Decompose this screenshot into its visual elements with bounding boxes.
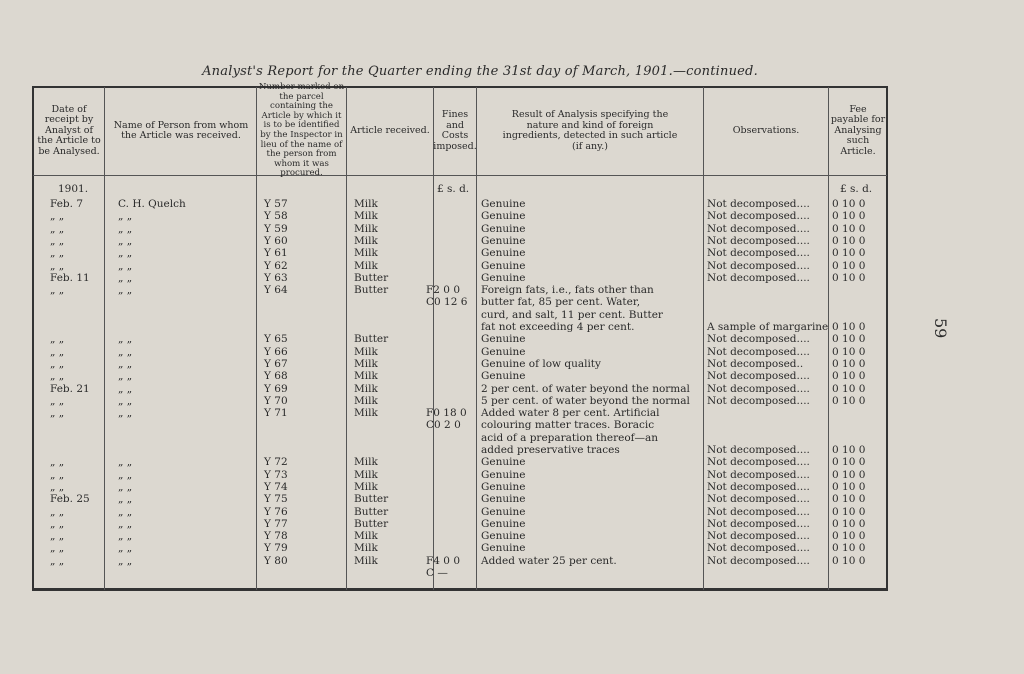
date-cell: „ „ [50,357,65,370]
parcel-number-cell: Y 66 [264,345,288,358]
result-cell-continued: fat not exceeding 4 per cent. [481,321,635,333]
fee-cell: 0 10 0 [832,542,866,555]
article-cell: Milk [354,234,378,247]
result-cell: Genuine [481,234,526,247]
fee-cell: 0 10 0 [832,444,866,456]
name-cell: „ „ [118,247,133,260]
costs-cell: C0 12 6 [426,296,468,309]
result-cell: Genuine of low quality [481,357,601,370]
observation-cell: Not decomposed.... [707,530,810,543]
name-cell: „ „ [118,505,133,518]
fines-cell: F0 18 0 [426,407,467,420]
date-cell: Feb. 7 [50,198,84,210]
header-number: Number marked on the parcel containing the Article by which it is to be identified by the Inspector in lieu of the name of the person from whom it was procured. [258,82,345,179]
observation-cell: Not decomposed.... [707,259,810,272]
name-cell: „ „ [118,333,133,346]
date-cell: „ „ [50,222,65,235]
date-cell: „ „ [50,468,65,481]
parcel-number-cell: Y 77 [264,517,288,530]
header-fines: Fines and Costs imposed. [433,109,477,152]
result-cell: Genuine [481,210,526,223]
observation-cell: Not decomposed.... [707,444,810,456]
name-cell: „ „ [118,542,133,555]
result-cell: Genuine [481,222,526,235]
page-number: 59 [931,318,950,339]
date-cell: „ „ [50,284,65,297]
fee-cell: 0 10 0 [832,517,866,530]
name-cell: „ „ [118,468,133,481]
result-cell: Genuine [481,542,526,555]
parcel-number-cell: Y 73 [264,468,288,481]
observation-cell: Not decomposed.... [707,345,810,358]
article-cell: Milk [354,210,378,223]
header-result: Result of Analysis specifying the nature and kind of foreign ingredients, detected in such article (if any.) [502,109,678,152]
fee-cell: 0 10 0 [832,247,866,260]
fee-cell: 0 10 0 [832,468,866,481]
costs-cell: C — [426,567,448,579]
article-cell: Milk [354,382,378,395]
fee-cell: 0 10 0 [832,333,866,346]
parcel-number-cell: Y 72 [264,456,288,469]
parcel-number-cell: Y 58 [264,210,288,223]
article-cell: Milk [354,542,378,555]
observation-cell: Not decomposed.... [707,394,810,407]
date-cell: „ „ [50,370,65,383]
costs-cell: C0 2 0 [426,419,461,432]
fee-cell: 0 10 0 [832,480,866,493]
result-cell: Genuine [481,370,526,383]
date-cell: „ „ [50,259,65,272]
fee-cell: 0 10 0 [832,321,866,333]
result-cell-continued: acid of a preparation thereof—an [481,431,659,444]
parcel-number-cell: Y 71 [264,407,288,420]
date-cell: „ „ [50,505,65,518]
result-cell: Genuine [481,198,526,210]
result-cell: Genuine [481,271,526,284]
result-cell: 2 per cent. of water beyond the normal [481,382,690,395]
column-divider [256,87,257,590]
date-cell: „ „ [50,394,65,407]
article-cell: Butter [354,333,389,346]
article-cell: Milk [354,222,378,235]
parcel-number-cell: Y 62 [264,259,288,272]
parcel-number-cell: Y 68 [264,370,288,383]
date-cell: Feb. 11 [50,271,90,284]
result-cell: Genuine [481,333,526,346]
name-cell: „ „ [118,234,133,247]
fee-unit-label: £ s. d. [840,183,873,195]
date-cell: „ „ [50,542,65,555]
date-cell: „ „ [50,456,65,469]
result-cell: Genuine [481,345,526,358]
page-title: Analyst's Report for the Quarter ending the 31st day of March, 1901.—continued. [202,64,758,79]
article-cell: Milk [354,456,378,469]
parcel-number-cell: Y 74 [264,480,288,493]
result-cell-continued: butter fat, 85 per cent. Water, [481,296,641,309]
observation-cell: Not decomposed.... [707,517,810,530]
parcel-number-cell: Y 64 [264,284,288,297]
article-cell: Milk [354,345,378,358]
fee-cell: 0 10 0 [832,382,866,395]
result-cell: Genuine [481,456,526,469]
header-name: Name of Person from whom the Article was received. [113,119,249,141]
parcel-number-cell: Y 63 [264,271,288,284]
article-cell: Milk [354,407,378,420]
fee-cell: 0 10 0 [832,271,866,284]
result-cell-continued: colouring matter traces. Boracic [481,419,655,432]
column-divider [703,87,704,590]
fee-cell: 0 10 0 [832,357,866,370]
observation-cell: Not decomposed.... [707,480,810,493]
fee-cell: 0 10 0 [832,198,866,210]
parcel-number-cell: Y 76 [264,505,288,518]
result-cell: Genuine [481,247,526,260]
date-cell: Feb. 25 [50,493,90,506]
parcel-number-cell: Y 61 [264,247,288,260]
observation-cell: Not decomposed.... [707,210,810,223]
result-cell: 5 per cent. of water beyond the normal [481,394,690,407]
observation-cell: Not decomposed.... [707,222,810,235]
name-cell: C. H. Quelch [118,198,186,210]
article-cell: Milk [354,530,378,543]
fines-unit-label: £ s. d. [437,183,470,195]
parcel-number-cell: Y 75 [264,493,288,506]
article-cell: Butter [354,517,389,530]
fee-cell: 0 10 0 [832,554,866,567]
article-cell: Milk [354,480,378,493]
name-cell: „ „ [118,210,133,223]
article-cell: Milk [354,394,378,407]
fee-cell: 0 10 0 [832,210,866,223]
name-cell: „ „ [118,517,133,530]
article-cell: Milk [354,357,378,370]
name-cell: „ „ [118,345,133,358]
observation-cell: Not decomposed.... [707,468,810,481]
result-cell: Foreign fats, i.e., fats other than [481,284,654,297]
result-cell: Genuine [481,505,526,518]
column-divider [346,87,347,590]
fee-cell: 0 10 0 [832,259,866,272]
date-cell: „ „ [50,247,65,260]
parcel-number-cell: Y 59 [264,222,288,235]
date-cell: „ „ [50,407,65,420]
name-cell: „ „ [118,480,133,493]
parcel-number-cell: Y 78 [264,530,288,543]
header-observations: Observations. [732,124,800,136]
result-cell: Added water 8 per cent. Artificial [481,407,660,420]
fee-cell: 0 10 0 [832,530,866,543]
fee-cell: 0 10 0 [832,394,866,407]
date-cell: „ „ [50,210,65,223]
date-cell: „ „ [50,234,65,247]
observation-cell: A sample of margarine [707,321,829,333]
fee-cell: 0 10 0 [832,370,866,383]
date-cell: „ „ [50,554,65,567]
date-cell: Feb. 21 [50,382,90,395]
column-divider [476,87,477,590]
fee-cell: 0 10 0 [832,505,866,518]
result-cell-continued: curd, and salt, 11 per cent. Butter [481,308,663,321]
name-cell: „ „ [118,357,133,370]
observation-cell: Not decomposed.. [707,357,804,370]
parcel-number-cell: Y 67 [264,357,288,370]
fines-cell: F4 0 0 [426,554,461,567]
date-cell: „ „ [50,530,65,543]
name-cell: „ „ [118,554,133,567]
observation-cell: Not decomposed.... [707,247,810,260]
result-cell: Genuine [481,480,526,493]
result-cell: Genuine [481,468,526,481]
fee-cell: 0 10 0 [832,493,866,506]
observation-cell: Not decomposed.... [707,505,810,518]
name-cell: „ „ [118,222,133,235]
date-cell: „ „ [50,333,65,346]
fee-cell: 0 10 0 [832,222,866,235]
article-cell: Milk [354,259,378,272]
observation-cell: Not decomposed.... [707,198,810,210]
result-cell: Genuine [481,517,526,530]
result-cell: Genuine [481,493,526,506]
parcel-number-cell: Y 60 [264,234,288,247]
fee-cell: 0 10 0 [832,456,866,469]
observation-cell: Not decomposed.... [707,493,810,506]
name-cell: „ „ [118,407,133,420]
article-cell: Milk [354,198,378,210]
name-cell: „ „ [118,271,133,284]
observation-cell: Not decomposed.... [707,554,810,567]
result-cell: Genuine [481,259,526,272]
fee-cell: 0 10 0 [832,345,866,358]
observation-cell: Not decomposed.... [707,382,810,395]
parcel-number-cell: Y 80 [264,554,288,567]
parcel-number-cell: Y 69 [264,382,288,395]
name-cell: „ „ [118,493,133,506]
header-article: Article received. [350,124,430,136]
observation-cell: Not decomposed.... [707,370,810,383]
header-date: Date of receipt by Analyst of the Article to be Analysed. [37,103,101,157]
parcel-number-cell: Y 70 [264,394,288,407]
parcel-number-cell: Y 79 [264,542,288,555]
fines-cell: F2 0 0 [426,284,461,297]
article-cell: Milk [354,370,378,383]
result-cell: Genuine [481,530,526,543]
name-cell: „ „ [118,456,133,469]
article-cell: Butter [354,271,389,284]
observation-cell: Not decomposed.... [707,542,810,555]
date-cell: „ „ [50,345,65,358]
article-cell: Milk [354,554,378,567]
date-cell: „ „ [50,480,65,493]
header-fee: Fee payable for Analysing such Article. [830,103,886,157]
observation-cell: Not decomposed.... [707,234,810,247]
parcel-number-cell: Y 57 [264,198,288,210]
name-cell: „ „ [118,530,133,543]
observation-cell: Not decomposed.... [707,271,810,284]
date-cell: „ „ [50,517,65,530]
article-cell: Butter [354,493,389,506]
result-cell: Added water 25 per cent. [481,554,617,567]
result-cell-continued: added preservative traces [481,444,620,456]
article-cell: Milk [354,468,378,481]
parcel-number-cell: Y 65 [264,333,288,346]
observation-cell: Not decomposed.... [707,333,810,346]
name-cell: „ „ [118,370,133,383]
fee-cell: 0 10 0 [832,234,866,247]
observation-cell: Not decomposed.... [707,456,810,469]
name-cell: „ „ [118,284,133,297]
name-cell: „ „ [118,382,133,395]
name-cell: „ „ [118,259,133,272]
article-cell: Butter [354,284,389,297]
article-cell: Butter [354,505,389,518]
header-rule [33,175,887,176]
name-cell: „ „ [118,394,133,407]
article-cell: Milk [354,247,378,260]
year-label: 1901. [58,183,89,195]
